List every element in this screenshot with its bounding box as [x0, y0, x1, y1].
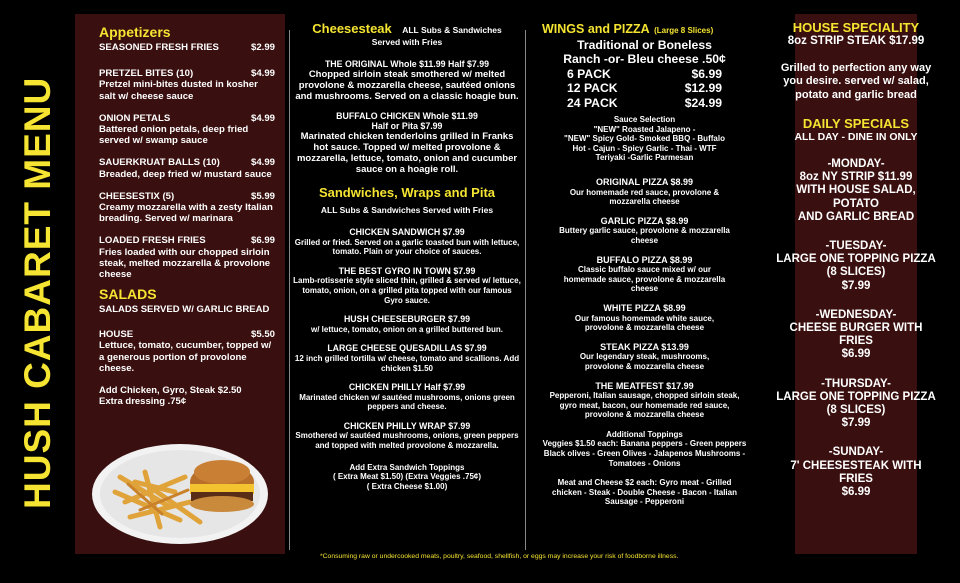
menu-item: [528, 343, 761, 372]
sauce-title: Sauce Selection: [613, 115, 676, 125]
additional-toppings-title: Additional Toppings: [606, 429, 683, 439]
food-safety-footnote: *Consuming raw or undercooked meats, poultry, seafood, shellfish, or eggs may increase your risk of foodborne illness.: [320, 553, 679, 560]
special-line: (8 SLICES): [826, 404, 886, 417]
menu-item: [99, 191, 275, 225]
sandwiches-subnote: ALL Subs & Sandwiches Served with Fries: [320, 205, 494, 216]
item-desc: Creamy mozzarella with a zesty Italian breading. Served w/ marinara: [99, 202, 273, 225]
menu-item: [292, 344, 522, 373]
daily-special: [760, 309, 952, 362]
wings-heading-note: (Large 8 Slices): [654, 26, 714, 35]
specials-column: [760, 20, 952, 499]
veggie-toppings: Veggies $1.50 each: Banana peppers - Green peppers Black olives - Green Olives - Jalapenos Mushrooms - Tomatoes - Onions: [542, 439, 747, 468]
item-title: THE BEST GYRO IN TOWN $7.99: [338, 265, 476, 276]
special-line: $6.99: [841, 348, 871, 361]
special-line: WITH HOUSE SALAD, POTATO: [796, 184, 916, 210]
item-desc: Our homemade red sauce, provolone & mozzarella cheese: [569, 187, 720, 207]
item-title: THE MEATFEST $17.99: [595, 380, 694, 391]
item-title-line2: Half or Pita $7.99: [371, 120, 443, 131]
item-name: ONION PETALS: [99, 112, 171, 124]
special-line: LARGE ONE TOPPING PIZZA: [776, 390, 936, 403]
daily-special: [760, 158, 952, 224]
toppings-line: ( Extra Meat $1.50) (Extra Veggies .75¢): [332, 472, 482, 482]
cheesesteak-heading-note: ALL Subs & Sandwiches: [402, 25, 502, 35]
item-title: THE ORIGINAL Whole $11.99 Half $7.99: [324, 58, 490, 69]
menu-item: [292, 422, 522, 451]
item-desc: Our famous homemade white sauce, provolone & mozzarella cheese: [574, 313, 715, 333]
pack-label: 12 PACK: [567, 81, 618, 96]
toppings-title: Add Extra Sandwich Toppings: [349, 462, 465, 472]
item-title: LARGE CHEESE QUESADILLAS $7.99: [327, 343, 487, 354]
sauce-line: Hot - Cajun - Spicy Garlic - Thai - WTF: [572, 143, 717, 153]
item-title: HUSH CHEESEBURGER $7.99: [343, 314, 471, 325]
item-title: ORIGINAL PIZZA $8.99: [595, 177, 694, 187]
salad-addons: Add Chicken, Gyro, Steak $2.50: [99, 385, 242, 397]
appetizers-heading: Appetizers: [99, 24, 171, 40]
daily-specials-note: ALL DAY - DINE IN ONLY: [794, 130, 918, 143]
pack-label: 6 PACK: [567, 66, 611, 81]
item-price: $6.99: [250, 235, 275, 247]
pack-price: $6.99: [691, 66, 722, 81]
item-desc: Lettuce, tomato, cucumber, topped w/ a generous portion of provolone cheese.: [99, 340, 272, 374]
special-line: $7.99: [841, 279, 871, 292]
house-steak: 8oz STRIP STEAK $17.99: [787, 35, 925, 47]
item-title: CHICKEN PHILLY Half $7.99: [348, 382, 466, 393]
cheesesteak-column: [292, 14, 522, 554]
daily-special: [760, 378, 952, 431]
wings-pizza-column: [528, 14, 761, 554]
meat-toppings: Meat and Cheese $2 each: Gyro meat - Grilled chicken - Steak - Double Cheese - Bacon - Italian Sausage - Pepperoni: [552, 478, 737, 507]
special-day: -WEDNESDAY-: [815, 308, 897, 321]
special-line: $6.99: [841, 486, 871, 499]
item-title: CHICKEN PHILLY WRAP $7.99: [343, 420, 471, 431]
special-line: $7.99: [841, 417, 871, 430]
column-divider: [289, 30, 290, 550]
item-title: CHICKEN SANDWICH $7.99: [349, 226, 465, 237]
menu-item: [99, 113, 275, 147]
special-line: LARGE ONE TOPPING PIZZA: [776, 253, 936, 266]
item-title: GARLIC PIZZA $8.99: [600, 215, 689, 226]
menu-item: [292, 60, 522, 103]
item-name: HOUSE: [99, 329, 134, 341]
item-name: SAUERKRUAT BALLS (10): [99, 157, 220, 169]
item-desc: Grilled or fried. Served on a garlic toasted bun with lettuce, tomato. Plain or your choice of sauces.: [294, 237, 520, 257]
wings-line: Ranch -or- Bleu cheese .50¢: [563, 52, 726, 67]
special-line: CHEESE BURGER WITH FRIES: [789, 322, 923, 348]
item-title: STEAK PIZZA $13.99: [600, 341, 689, 352]
item-title: WHITE PIZZA $8.99: [603, 302, 686, 313]
menu-item: [292, 383, 522, 412]
cheesesteak-subnote: Served with Fries: [371, 37, 443, 47]
column-divider: [525, 30, 526, 550]
menu-item: [99, 235, 275, 280]
special-day: -TUESDAY-: [825, 240, 887, 253]
item-desc: Pretzel mini-bites dusted in kosher salt w/ cheese sauce: [99, 79, 258, 102]
item-desc: Marinated chicken tenderloins grilled in Franks hot sauce. Topped w/ melted provolone & mozzarella, lettuce, tomato, onion and cucumber sauce on a hoagie roll.: [296, 131, 518, 176]
item-desc: Breaded, deep fried w/ mustard sauce: [99, 168, 272, 180]
menu-item: [99, 329, 275, 374]
pack-label: 24 PACK: [567, 95, 618, 110]
item-desc: w/ lettuce, tomato, onion on a grilled buttered bun.: [311, 324, 503, 334]
toppings-line: ( Extra Cheese $1.00): [366, 481, 448, 491]
menu-item: [528, 382, 761, 420]
wing-pack: [528, 67, 761, 81]
menu-item: [528, 178, 761, 207]
item-desc: 12 inch grilled tortilla w/ cheese, tomato and scallions. Add chicken $1.50: [294, 353, 520, 373]
item-desc: Fries loaded with our chopped sirloin steak, melted mozzarella & provolone cheese: [99, 246, 271, 281]
item-desc: Lamb-rotisserie style sliced thin, grilled & served w/ lettuce, tomato, onion, on a grilled pita topped with our famous Gyro sauce.: [293, 276, 521, 305]
item-title: BUFFALO CHICKEN Whole $11.99: [336, 111, 478, 122]
pack-price: $12.99: [684, 81, 722, 96]
burger-and-fries-photo: [90, 432, 270, 547]
item-price: $2.99: [250, 42, 275, 53]
sauce-line: Teriyaki -Garlic Parmesan: [595, 153, 694, 163]
item-price: $5.50: [250, 329, 275, 341]
side-band: [0, 0, 75, 583]
salads-note: SALADS SERVED W/ GARLIC BREAD: [99, 304, 270, 316]
item-price: $4.99: [250, 112, 275, 124]
pack-price: $24.99: [684, 95, 722, 110]
menu-item: [292, 267, 522, 305]
item-desc: Pepperoni, Italian sausage, chopped sirloin steak, gyro meat, bacon, our homemade red sauce, provolone & mozzarella cheese: [549, 391, 740, 420]
menu-item: [292, 315, 522, 334]
daily-special: [760, 446, 952, 499]
special-day: -THURSDAY-: [821, 377, 891, 390]
wing-pack: [528, 96, 761, 110]
special-day: -SUNDAY-: [828, 446, 884, 459]
special-line: 8oz NY STRIP $11.99: [799, 171, 913, 184]
item-name: LOADED FRESH FRIES: [99, 235, 206, 247]
menu-item: [99, 157, 275, 179]
item-price: $5.99: [250, 190, 275, 202]
menu-item: [292, 228, 522, 257]
item-desc: Battered onion petals, deep fried served w/ swamp sauce: [99, 124, 249, 147]
item-name: SEASONED FRESH FRIES: [99, 42, 219, 53]
wing-pack: [528, 81, 761, 95]
menu-item: [292, 112, 522, 175]
item-name: PRETZEL BITES (10): [99, 68, 194, 80]
item-desc: Chopped sirloin steak smothered w/ melted provolone & mozzarella cheese, sautéed onions and mushrooms. Served on a classic hoagie bun.: [295, 69, 519, 103]
wings-line: Traditional or Boneless: [577, 38, 712, 52]
special-line: AND GARLIC BREAD: [797, 210, 915, 223]
special-day: -MONDAY-: [827, 158, 885, 171]
sauce-line: "NEW" Roasted Jalapeno -: [593, 124, 696, 134]
item-desc: Smothered w/ sautéed mushrooms, onions, green peppers and topped with melted provolone & mozzarella.: [295, 431, 519, 451]
menu-item: [528, 256, 761, 294]
daily-special: [760, 240, 952, 293]
sauce-line: "NEW" Spicy Gold- Smoked BBQ - Buffalo: [564, 134, 725, 144]
item-desc: Our legendary steak, mushrooms, provolone & mozzarella cheese: [579, 352, 710, 371]
daily-specials-heading: DAILY SPECIALS: [802, 115, 910, 131]
salad-dressing: Extra dressing .75¢: [99, 396, 187, 408]
special-line: 7' CHEESESTEAK WITH FRIES: [790, 459, 922, 485]
sandwiches-heading: Sandwiches, Wraps and Pita: [318, 185, 496, 201]
menu-item: [99, 68, 275, 102]
item-price: $4.99: [250, 157, 275, 169]
item-name: CHEESESTIX (5): [99, 190, 175, 202]
wings-heading: WINGS and PIZZA: [542, 22, 650, 36]
cheesesteak-heading: Cheesesteak: [312, 21, 392, 36]
item-title: BUFFALO PIZZA $8.99: [596, 254, 693, 265]
menu-item: [528, 217, 761, 246]
menu-item: [99, 42, 275, 53]
item-desc: Marinated chicken w/ sautéed mushrooms, onions green peppers and cheese.: [299, 392, 515, 412]
menu-title: HUSH CABARET MENU: [17, 76, 58, 509]
salads-heading: SALADS: [99, 286, 157, 303]
house-desc: Grilled to perfection any way you desire. served w/ salad, potato and garlic bread: [780, 62, 932, 101]
item-desc: Classic buffalo sauce mixed w/ our homemade sauce, provolone & mozzarella cheese: [563, 265, 726, 294]
item-price: $4.99: [250, 68, 275, 80]
menu-item: [528, 304, 761, 333]
house-speciality-heading: HOUSE SPECIALITY: [792, 20, 920, 35]
item-desc: Buttery garlic sauce, provolone & mozzarella cheese: [559, 226, 730, 245]
special-line: (8 SLICES): [826, 266, 886, 279]
